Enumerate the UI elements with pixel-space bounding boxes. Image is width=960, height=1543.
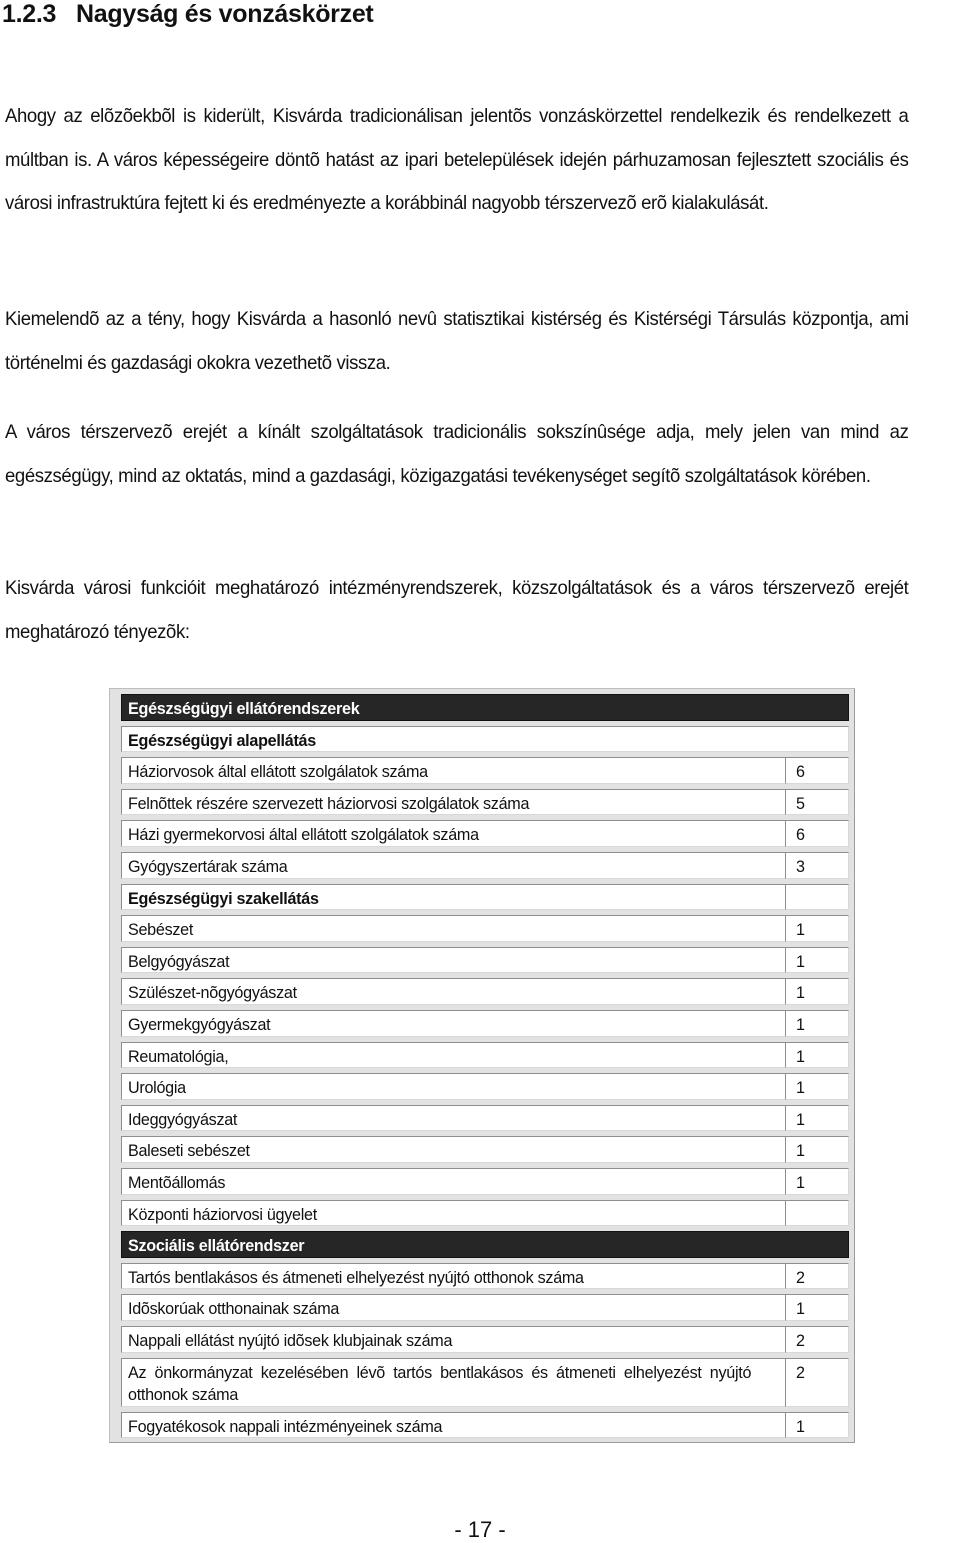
- value-cell: [785, 1326, 849, 1353]
- label-cell: [121, 1326, 791, 1353]
- services-table: [109, 688, 855, 1443]
- paragraph-3: A város térszervezõ erejét a kínált szolgáltatások tradicionális sokszínûsége adja, mely jelen van mind az egészségügy, mind az oktatás, mind a gazdasági, közigazgatási tevékenységet segítõ szolgáltatások körében.: [5, 421, 909, 487]
- row-value: 6: [796, 825, 805, 845]
- table-row: [110, 1358, 854, 1412]
- row-value: 1: [796, 920, 805, 940]
- table-row: [110, 1042, 854, 1074]
- value-cell: [785, 1358, 849, 1407]
- table-section-header: [110, 694, 854, 726]
- section-title: Nagyság és vonzáskörzet: [76, 0, 374, 28]
- row-value: 2: [796, 1331, 805, 1350]
- value-cell: [785, 757, 849, 784]
- table-row: [110, 1294, 854, 1326]
- row-label: Belgyógyászat: [128, 951, 230, 971]
- label-cell: [121, 884, 791, 911]
- row-label: Reumatológia,: [128, 1046, 229, 1066]
- row-label: Háziorvosok által ellátott szolgálatok száma: [128, 762, 428, 782]
- table-row: [110, 915, 854, 947]
- table-row: [110, 1168, 854, 1200]
- section-header-cell: [121, 694, 849, 721]
- row-value: 1: [796, 1109, 805, 1129]
- label-cell: [121, 1358, 791, 1407]
- value-cell: [785, 1200, 849, 1227]
- table-row: [110, 820, 854, 852]
- table-row: [110, 1136, 854, 1168]
- section-header-cell: [121, 1231, 849, 1258]
- section-number: 1.2.3: [2, 0, 57, 28]
- label-cell: [121, 915, 791, 942]
- table-row: [110, 978, 854, 1010]
- paragraph-2: Kiemelendõ az a tény, hogy Kisvárda a hasonló nevû statisztikai kistérség és Kistérségi Társulás központja, ami történelmi és gazdasági okokra vezethetõ vissza.: [5, 308, 909, 374]
- table-row: [110, 1010, 854, 1042]
- subsection-header-cell: [121, 726, 849, 753]
- value-cell: [785, 852, 849, 879]
- value-cell: [785, 1263, 849, 1290]
- value-cell: [785, 1136, 849, 1163]
- value-cell: [785, 978, 849, 1005]
- label-cell: [121, 1168, 791, 1195]
- row-value: 1: [796, 951, 805, 971]
- row-label: Felnõttek részére szervezett háziorvosi szolgálatok száma: [128, 793, 530, 813]
- row-label: Nappali ellátást nyújtó idõsek klubjainak száma: [128, 1331, 453, 1350]
- value-cell: [785, 915, 849, 942]
- value-cell: [785, 789, 849, 816]
- row-label: Sebészet: [128, 920, 194, 940]
- paragraph-4: Kisvárda városi funkcióit meghatározó intézményrendszerek, közszolgáltatások és a város térszervezõ erejét meghatározó tényezõk:: [5, 577, 909, 643]
- paragraph-1: Ahogy az elõzõekbõl is kiderült, Kisvárda tradicionálisan jelentõs vonzáskörzettel rendelkezik és rendelkezett a múltban is. A város képességeire döntõ hatást az ipari betelepülések idején párhuzamosan fejlesztett szociális és városi infrastruktúra fejtett ki és eredményezte a korábbinál nagyobb térszervezõ erõ kialakulását.: [5, 105, 909, 214]
- row-label: Központi háziorvosi ügyelet: [128, 1204, 317, 1224]
- value-cell: [785, 1412, 849, 1439]
- row-value: 3: [796, 857, 805, 876]
- row-value: 1: [796, 1046, 805, 1066]
- value-cell: [785, 884, 849, 911]
- value-cell: [785, 1168, 849, 1195]
- row-label: Tartós bentlakásos és átmeneti elhelyezést nyújtó otthonok száma: [128, 1267, 584, 1287]
- table-row: [110, 726, 854, 758]
- value-cell: [785, 1105, 849, 1132]
- label-cell: [121, 852, 791, 879]
- row-label: Mentõállomás: [128, 1173, 226, 1192]
- table-row: [110, 757, 854, 789]
- label-cell: [121, 1105, 791, 1132]
- label-cell: [121, 1136, 791, 1163]
- table-row: [110, 947, 854, 979]
- table-row: [110, 1412, 854, 1444]
- table-row: [110, 884, 854, 916]
- row-value: 2: [796, 1362, 805, 1382]
- row-label: Szociális ellátórendszer: [128, 1236, 305, 1256]
- table-section-header: [110, 1231, 854, 1263]
- row-value: 1: [796, 1299, 805, 1319]
- row-value: 2: [796, 1267, 805, 1287]
- value-cell: [785, 820, 849, 847]
- row-value: 6: [796, 762, 805, 782]
- row-value: 1: [796, 1015, 805, 1034]
- table-row: [110, 789, 854, 821]
- value-cell: [785, 1010, 849, 1037]
- row-value: 1: [796, 1173, 805, 1192]
- label-cell: [121, 1073, 791, 1100]
- row-label: Idõskorúak otthonainak száma: [128, 1299, 340, 1319]
- row-label: Fogyatékosok nappali intézményeinek száma: [128, 1416, 443, 1436]
- row-value: 1: [796, 1078, 805, 1098]
- row-label: Szülészet-nõgyógyászat: [128, 983, 297, 1003]
- label-cell: [121, 789, 791, 816]
- label-cell: [121, 1200, 791, 1227]
- label-cell: [121, 1010, 791, 1037]
- label-cell: [121, 757, 791, 784]
- section-heading: [2, 0, 373, 29]
- label-cell: [121, 1263, 791, 1290]
- row-label: Gyógyszertárak száma: [128, 857, 288, 876]
- row-label: Egészségügyi alapellátás: [128, 730, 316, 750]
- table-row: [110, 1263, 854, 1295]
- row-label: Gyermekgyógyászat: [128, 1015, 271, 1034]
- row-label: Egészségügyi ellátórendszerek: [128, 699, 360, 718]
- table-row: [110, 1105, 854, 1137]
- page-number: - 17 -: [454, 1517, 506, 1542]
- row-value: 1: [796, 983, 805, 1003]
- value-cell: [785, 1042, 849, 1069]
- row-value: 1: [796, 1141, 805, 1161]
- row-label: Az önkormányzat kezelésében lévõ tartós bentlakásos és átmeneti elhelyezést nyújtó otthonok száma: [128, 1362, 752, 1404]
- table-row: [110, 852, 854, 884]
- table-row: [110, 1200, 854, 1232]
- row-label: Urológia: [128, 1078, 186, 1098]
- label-cell: [121, 820, 791, 847]
- row-label: Házi gyermekorvosi által ellátott szolgálatok száma: [128, 825, 479, 845]
- label-cell: [121, 1042, 791, 1069]
- row-value: 1: [796, 1416, 805, 1436]
- table-row: [110, 1073, 854, 1105]
- label-cell: [121, 1294, 791, 1321]
- value-cell: [785, 947, 849, 974]
- label-cell: [121, 978, 791, 1005]
- row-label: Egészségügyi szakellátás: [128, 888, 319, 908]
- row-label: Baleseti sebészet: [128, 1141, 250, 1161]
- table-row: [110, 1326, 854, 1358]
- row-value: 5: [796, 793, 805, 813]
- value-cell: [785, 1294, 849, 1321]
- value-cell: [785, 1073, 849, 1100]
- label-cell: [121, 1412, 791, 1439]
- row-label: Ideggyógyászat: [128, 1109, 238, 1129]
- label-cell: [121, 947, 791, 974]
